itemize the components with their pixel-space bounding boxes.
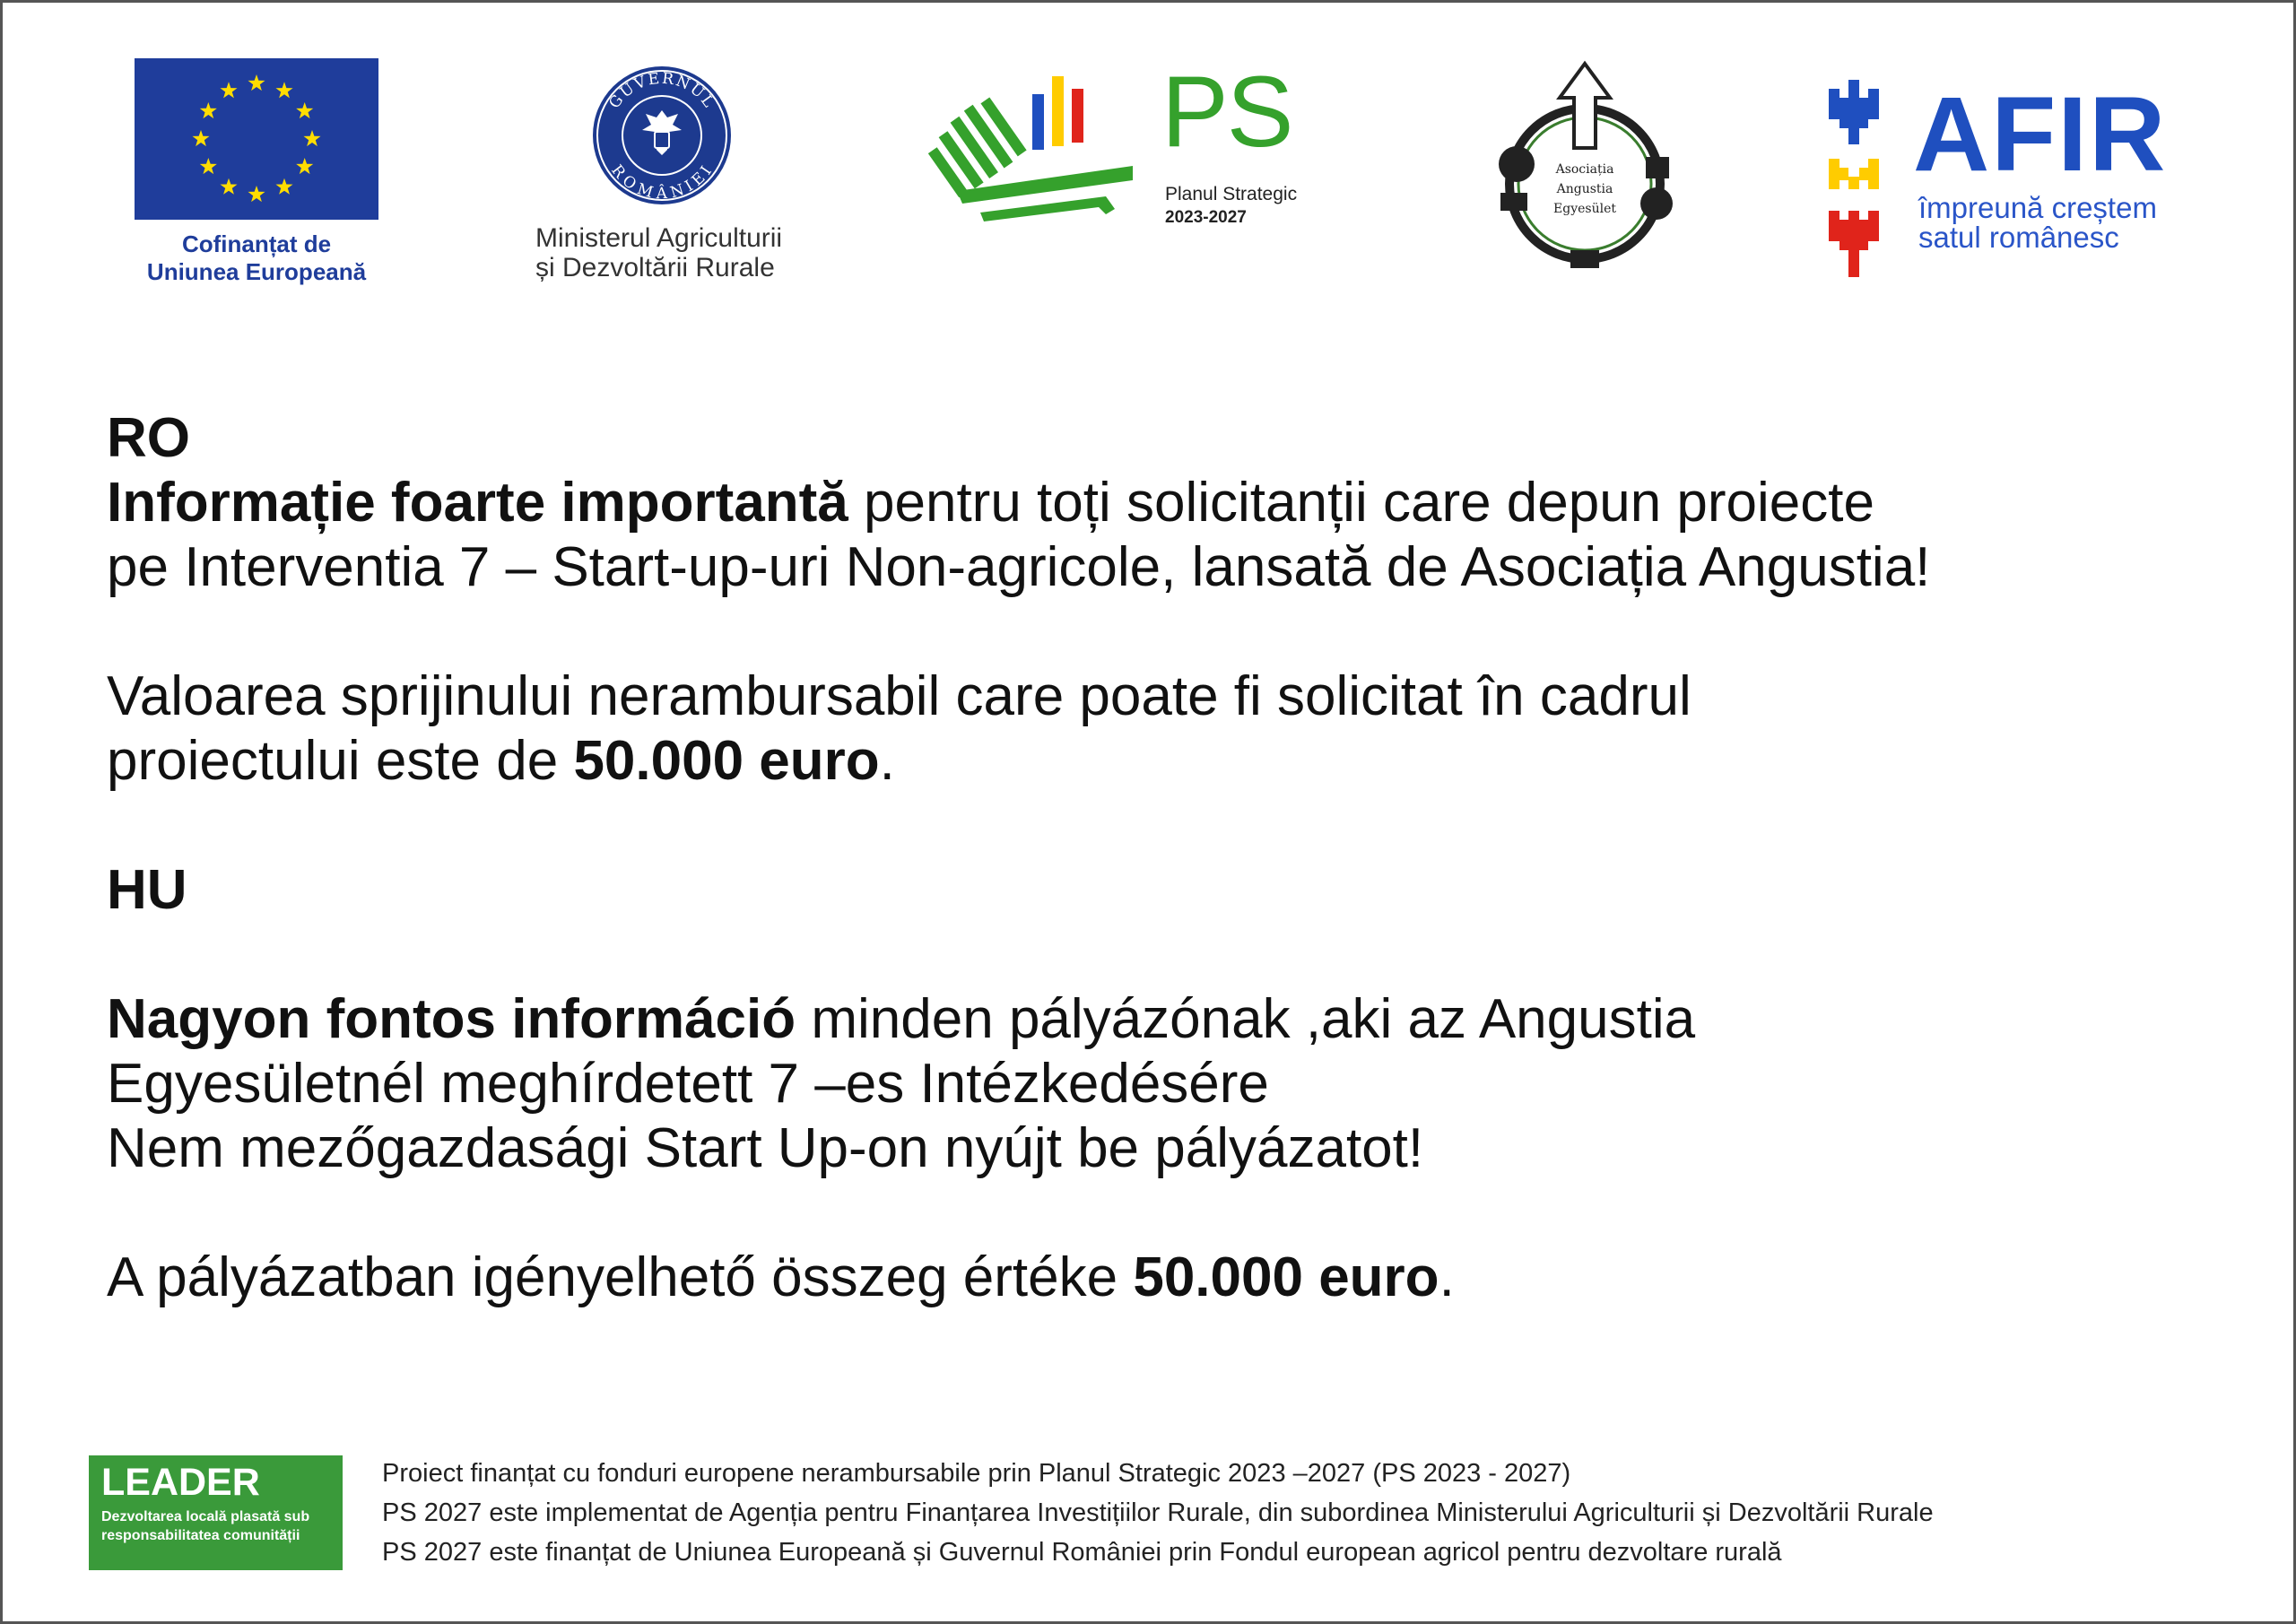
afir-tagline-line2: satul românesc [1918,221,2119,254]
hu-p2-post: . [1439,1246,1455,1308]
footer-line2: PS 2027 este implementat de Agenția pentru Finanțarea Investițiilor Rurale, din subordinea Ministerului Agriculturii și Dezvoltării Rurale [382,1498,1934,1527]
leader-subtitle: Dezvoltarea locală plasată sub responsabilitatea comunității [101,1509,310,1543]
eu-star-icon [200,102,217,118]
eu-stars-icon [135,58,378,220]
seal-text-bottom: ROMÂNIEI [607,161,717,204]
footer-line3: PS 2027 este finanțat de Uniunea Europeană și Guvernul României prin Fondul european agricol pentru dezvoltare rurală [382,1538,1782,1567]
eu-star-icon [303,130,320,146]
government-seal-icon [590,64,734,207]
hu-heading: HU [107,859,187,921]
ro-p1-rest: pentru toți solicitanții care depun proiecte [848,472,1874,534]
main-content [107,406,2259,1310]
hu-p2-pre: A pályázatban igényelhető összeg értéke [107,1246,1134,1308]
eu-star-icon [296,102,313,118]
eu-star-icon [248,74,265,91]
hu-p1-line2: Egyesületnél meghírdetett 7 –es Intézkedésére [107,1053,1269,1115]
ps-years: 2023-2027 [1165,208,1247,227]
seal-text-top: GUVERNUL [605,69,718,113]
angustia-line1: Asociația [1555,162,1614,177]
ps-subtitle: Planul Strategic [1165,184,1298,204]
afir-tagline [1918,193,2187,252]
hu-p1-rest: minden pályázónak ,aki az Angustia [796,988,1696,1050]
eu-caption-line1: Cofinanțat de [181,230,332,257]
eu-star-icon [248,186,265,202]
afir-tagline-line1: împreună creștem [1918,191,2157,224]
eu-caption [101,230,412,286]
footer-text [382,1454,2266,1572]
hu-p1-line3: Nem mezőgazdasági Start Up-on nyújt be pályázatot! [107,1117,1424,1179]
angustia-line3: Egyesület [1553,202,1616,216]
ministry-line1: Ministerul Agriculturii [535,223,783,253]
eu-caption-line2: Uniunea Europeană [146,258,367,285]
afir-stripes-icon [1829,80,1879,277]
ministry-line2: și Dezvoltării Rurale [535,253,775,282]
hu-important-label: Nagyon fontos információ [107,988,796,1050]
ro-p2-post: . [879,730,895,792]
leader-title: LEADER [101,1461,260,1504]
eu-star-icon [200,158,217,174]
ro-important-label: Informație foarte importantă [107,472,848,534]
ro-p2-pre: proiectului este de [107,730,574,792]
ministry-caption [535,223,831,282]
eu-star-icon [220,82,237,98]
ro-amount: 50.000 euro [573,730,880,792]
eu-star-icon [220,178,237,195]
ro-p1-line2: pe Interventia 7 – Start-up-uri Non-agricole, lansată de Asociația Angustia! [107,536,1931,598]
footer-line1: Proiect finanțat cu fonduri europene nerambursabile prin Planul Strategic 2023 –2027 (PS 2023 - 2027) [382,1459,1571,1488]
eu-star-icon [275,82,292,98]
afir-name: AFIR [1913,75,2168,194]
eu-star-icon [192,130,209,146]
ps-logo-letters: PS [1161,56,1292,168]
ro-heading: RO [107,407,190,469]
eu-star-icon [275,178,292,195]
ro-p2-line1: Valoarea sprijinului nerambursabil care poate fi solicitat în cadrul [107,665,1692,727]
eu-star-icon [296,158,313,174]
angustia-logo-icon [1470,58,1700,281]
leader-logo [89,1455,343,1570]
eu-flag-icon [135,58,378,220]
ps-logo-graphic-icon [926,69,1142,230]
angustia-line2: Angustia [1556,182,1613,196]
hu-amount: 50.000 euro [1133,1246,1439,1308]
